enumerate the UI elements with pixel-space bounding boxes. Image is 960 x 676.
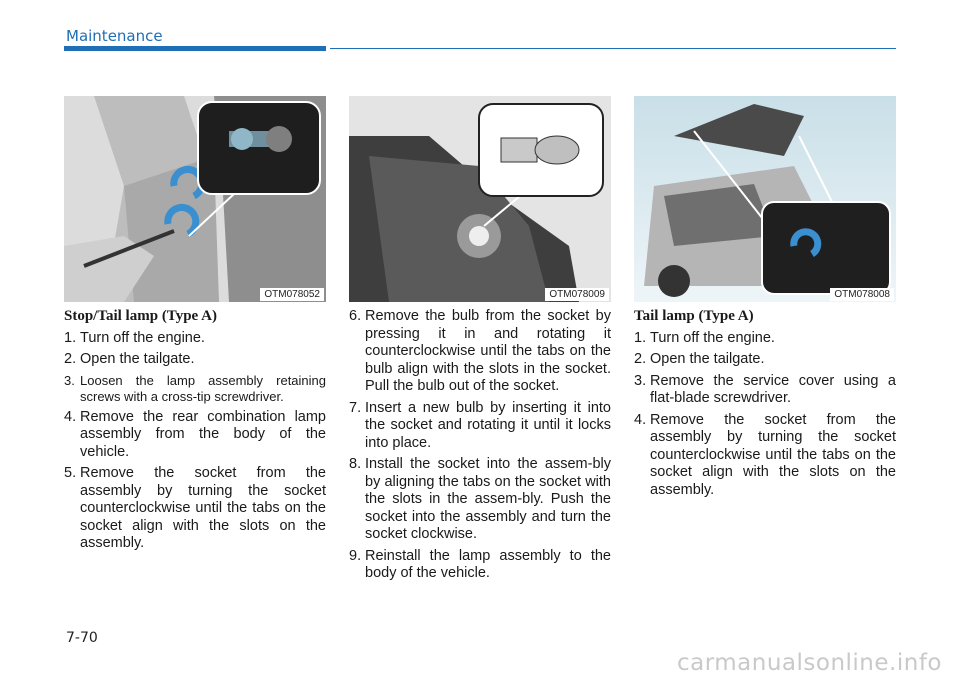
column-left (64, 308, 326, 557)
screwdriver-lamp-illustration (64, 96, 326, 302)
header-rule-thick (64, 46, 326, 51)
list-item: 6. Remove the bulb from the socket by pressing it in and rotating it counterclockwise until the tabs on the bulb align with the slots in the socket. Pull the bulb out of the socket. (349, 308, 611, 394)
header-rule-thin (330, 48, 896, 49)
page-number: 7-70 (66, 630, 98, 646)
section-title: Maintenance (66, 27, 163, 45)
list-item: 1. Turn off the engine. (634, 329, 775, 346)
list-item: 3. Loosen the lamp assembly retaining screws with a cross-tip screwdriver. (64, 372, 326, 404)
column-right (634, 308, 896, 503)
section-heading: Tail lamp (Type A) (634, 308, 754, 324)
figure-stop-tail-lamp (64, 96, 326, 302)
figure-bulb-socket (349, 96, 611, 302)
list-item: 8. Install the socket into the assem-bly by aligning the tabs on the socket with the slots in the assem-bly. Push the socket into the assembly and turn the socket clockwise. (349, 456, 611, 542)
list-item: 3. Remove the service cover using a flat-blade screwdriver. (634, 372, 896, 406)
list-item: 2. Open the tailgate. (64, 351, 195, 367)
list-item: 5. Remove the socket from the assembly by turning the socket counterclockwise until the tabs on the socket align with the slots on the assembly. (64, 465, 326, 551)
tailgate-cover-illustration (634, 96, 896, 302)
list-item: 1. Turn off the engine. (64, 329, 205, 346)
figure-code: OTM078008 (830, 288, 894, 301)
list-item: 2. Open the tailgate. (634, 351, 765, 367)
list-item: 4. Remove the rear combination lamp assembly from the body of the vehicle. (64, 408, 326, 460)
list-item: 9. Reinstall the lamp assembly to the body of the vehicle. (349, 547, 611, 581)
figure-tail-lamp (634, 96, 896, 302)
section-heading: Stop/Tail lamp (Type A) (64, 308, 217, 324)
list-item: 7. Insert a new bulb by inserting it into the socket and rotating it until it locks into place. (349, 399, 611, 451)
column-middle (349, 308, 611, 587)
socket-bulb-illustration (349, 96, 611, 302)
list-item: 4. Remove the socket from the assembly by turning the socket counterclockwise until the tabs on the socket align with the slots on the assembly. (634, 411, 896, 498)
figure-code: OTM078052 (260, 288, 324, 301)
figure-code: OTM078009 (545, 288, 609, 301)
watermark: carmanualsonline.info (676, 650, 942, 676)
